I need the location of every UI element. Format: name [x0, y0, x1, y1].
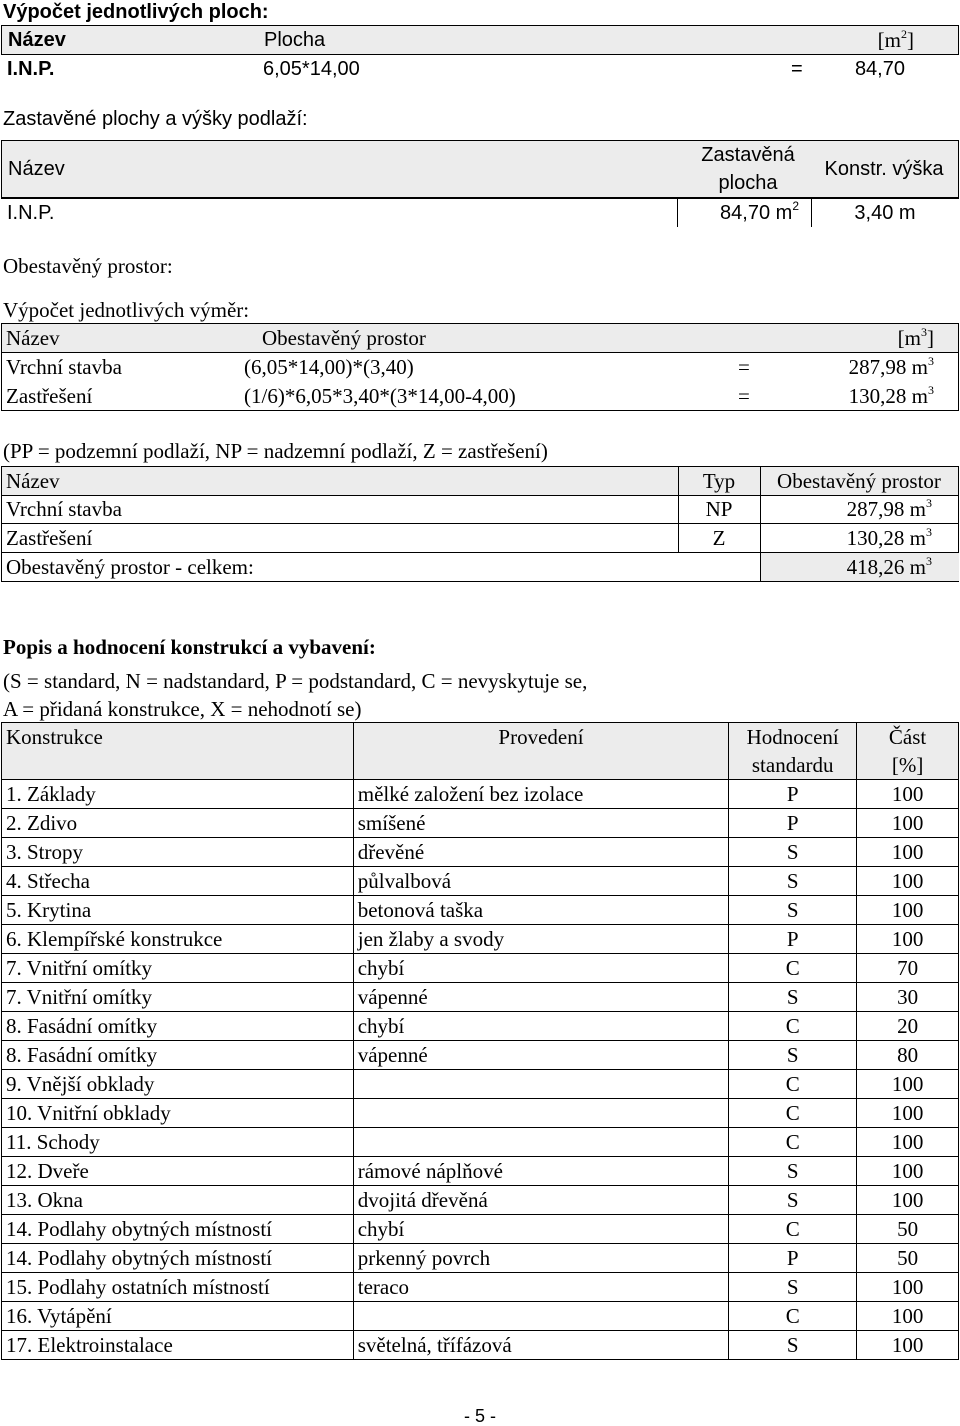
konstrukce-cell: 5. Krytina — [2, 896, 354, 925]
cast-cell: 100 — [857, 1331, 959, 1360]
konstrukce-row — [2, 1070, 959, 1099]
hodnoceni-cell: C — [729, 1128, 857, 1157]
provedeni-cell: teraco — [353, 1273, 729, 1302]
konstrukce-row — [2, 1186, 959, 1215]
konstrukce-row — [2, 809, 959, 838]
hodnoceni-cell: S — [729, 1186, 857, 1215]
konstrukce-row — [2, 838, 959, 867]
hodnoceni-cell: C — [729, 1099, 857, 1128]
vymer-row-eq: = — [738, 384, 750, 408]
provedeni-cell: světelná, třífázová — [353, 1331, 729, 1360]
konstrukce-cell: 2. Zdivo — [2, 809, 354, 838]
konstrukce-cell: 14. Podlahy obytných místností — [2, 1215, 354, 1244]
konstrukce-row — [2, 1012, 959, 1041]
konstrukce-row — [2, 896, 959, 925]
konstrukce-header-hodnoceni: Hodnocení standardu — [729, 723, 857, 780]
souhrn-header-nazev: Název — [6, 469, 60, 493]
souhrn-header-row — [1, 466, 959, 496]
konstrukce-cell: 8. Fasádní omítky — [2, 1041, 354, 1070]
hodnoceni-cell: P — [729, 925, 857, 954]
konstrukce-cell: 7. Vnitřní omítky — [2, 983, 354, 1012]
souhrn-row-value: 130,28 $m^3$ — [846, 525, 932, 550]
konstrukce-row — [2, 1273, 959, 1302]
provedeni-cell: chybí — [353, 1012, 729, 1041]
cast-cell: 70 — [857, 954, 959, 983]
zastavene-row-vyska: 3,40 m — [854, 202, 916, 224]
vymer-row — [2, 382, 958, 410]
konstrukce-row — [2, 1302, 959, 1331]
provedeni-cell: mělké založení bez izolace — [353, 780, 729, 809]
cast-cell: 100 — [857, 925, 959, 954]
konstrukce-legend-1: (S = standard, N = nadstandard, P = podstandard, C = nevyskytuje se, — [3, 669, 588, 693]
konstrukce-header-cast: Část [%] — [857, 723, 959, 780]
souhrn-total-value: 418,26 $m^3$ — [846, 554, 932, 579]
souhrn-row-value: 287,98 $m^3$ — [846, 496, 932, 521]
konstrukce-cell: 4. Střecha — [2, 867, 354, 896]
vymer-row-nazev: Vrchní stavba — [6, 355, 122, 379]
souhrn-row-typ: Z — [712, 526, 726, 550]
zastavene-header-plocha-1: Zastavěná — [701, 144, 795, 166]
zastavene-header-row — [1, 140, 959, 198]
cast-cell: 100 — [857, 1128, 959, 1157]
section-title-zastavene: Zastavěné plochy a výšky podlaží: — [3, 108, 308, 130]
provedeni-cell: smíšené — [353, 809, 729, 838]
vymer-row-vypocet: (1/6)*6,05*3,40*(3*14,00-4,00) — [244, 384, 516, 408]
hodnoceni-cell: P — [729, 1244, 857, 1273]
souhrn-row-typ: NP — [705, 497, 733, 521]
hodnoceni-cell: C — [729, 1215, 857, 1244]
provedeni-cell: vápenné — [353, 1041, 729, 1070]
vymer-row-vypocet: (6,05*14,00)*(3,40) — [244, 355, 414, 379]
hodnoceni-cell: C — [729, 1302, 857, 1331]
page-number: - 5 - — [463, 1406, 496, 1426]
vymer-row-nazev: Zastřešení — [6, 384, 93, 408]
cast-cell: 100 — [857, 1302, 959, 1331]
konstrukce-row — [2, 1099, 959, 1128]
plochy-header-row — [1, 25, 959, 55]
hodnoceni-cell: S — [729, 1273, 857, 1302]
provedeni-cell: chybí — [353, 954, 729, 983]
cast-cell: 80 — [857, 1041, 959, 1070]
section-title-konstrukce: Popis a hodnocení konstrukcí a vybavení: — [3, 635, 376, 659]
provedeni-cell: vápenné — [353, 983, 729, 1012]
provedeni-cell — [353, 1070, 729, 1099]
section-title-obestaveny: Obestavěný prostor: — [3, 254, 173, 278]
souhrn-row-nazev: Zastřešení — [6, 526, 93, 550]
konstrukce-header-row — [2, 723, 959, 780]
zastavene-header-plocha-2: plocha — [718, 172, 778, 194]
souhrn-header-prostor: Obestavěný prostor — [777, 469, 941, 493]
provedeni-cell — [353, 1128, 729, 1157]
konstrukce-header-provedeni: Provedení — [353, 723, 729, 780]
souhrn-header-typ: Typ — [702, 469, 736, 493]
vymer-header-unit: $[m^3]$ — [897, 325, 934, 350]
vymer-table — [1, 323, 959, 411]
souhrn-total-label: Obestavěný prostor - celkem: — [6, 555, 254, 579]
cast-cell: 100 — [857, 1273, 959, 1302]
hodnoceni-cell: C — [729, 954, 857, 983]
konstrukce-row — [2, 780, 959, 809]
plochy-row-eq: = — [791, 58, 803, 80]
hodnoceni-cell: S — [729, 1331, 857, 1360]
konstrukce-cell: 7. Vnitřní omítky — [2, 954, 354, 983]
vymer-header-nazev: Název — [6, 326, 60, 350]
konstrukce-cell: 13. Okna — [2, 1186, 354, 1215]
konstrukce-row — [2, 925, 959, 954]
konstrukce-row — [2, 1244, 959, 1273]
konstrukce-cell: 3. Stropy — [2, 838, 354, 867]
souhrn-body — [1, 495, 959, 553]
hodnoceni-cell: S — [729, 1157, 857, 1186]
konstrukce-cell: 8. Fasádní omítky — [2, 1012, 354, 1041]
konstrukce-cell: 15. Podlahy ostatních místností — [2, 1273, 354, 1302]
cast-cell: 100 — [857, 780, 959, 809]
konstrukce-cell: 10. Vnitřní obklady — [2, 1099, 354, 1128]
cast-cell: 50 — [857, 1215, 959, 1244]
hodnoceni-cell: C — [729, 1012, 857, 1041]
hodnoceni-cell: S — [729, 1041, 857, 1070]
zastavene-row — [1, 198, 959, 227]
plochy-row-nazev: I.N.P. — [7, 58, 55, 80]
provedeni-cell: dvojitá dřevěná — [353, 1186, 729, 1215]
hodnoceni-cell: C — [729, 1070, 857, 1099]
vymer-row — [2, 353, 958, 382]
hodnoceni-cell: S — [729, 983, 857, 1012]
konstrukce-cell: 14. Podlahy obytných místností — [2, 1244, 354, 1273]
cast-cell: 100 — [857, 1099, 959, 1128]
vymer-row-value: 130,28 $m^3$ — [848, 383, 934, 408]
konstrukce-row — [2, 954, 959, 983]
hodnoceni-cell: P — [729, 780, 857, 809]
section-title-plochy: Výpočet jednotlivých ploch: — [3, 1, 269, 23]
souhrn-row-nazev: Vrchní stavba — [6, 497, 122, 521]
hodnoceni-cell: S — [729, 896, 857, 925]
konstrukce-row — [2, 983, 959, 1012]
cast-cell: 100 — [857, 809, 959, 838]
provedeni-cell: rámové náplňové — [353, 1157, 729, 1186]
plochy-header-plocha: Plocha — [264, 29, 326, 51]
konstrukce-row — [2, 1128, 959, 1157]
vymer-header-row — [2, 324, 958, 353]
provedeni-cell: prkenný povrch — [353, 1244, 729, 1273]
plochy-header-unit: $[m^2]$ — [877, 27, 914, 52]
hodnoceni-cell: P — [729, 809, 857, 838]
provedeni-cell: chybí — [353, 1215, 729, 1244]
souhrn-total-row — [1, 552, 959, 582]
zastavene-header-vyska: Konstr. výška — [824, 158, 944, 180]
cast-cell: 30 — [857, 983, 959, 1012]
konstrukce-cell: 12. Dveře — [2, 1157, 354, 1186]
vymer-row-eq: = — [738, 355, 750, 379]
plochy-row-vypocet: 6,05*14,00 — [263, 58, 360, 80]
cast-cell: 100 — [857, 1186, 959, 1215]
plochy-row-value: 84,70 — [854, 58, 905, 80]
plochy-header-nazev: Název — [8, 29, 66, 51]
konstrukce-cell: 16. Vytápění — [2, 1302, 354, 1331]
cast-cell: 50 — [857, 1244, 959, 1273]
cast-cell: 20 — [857, 1012, 959, 1041]
konstrukce-header-konstrukce: Konstrukce — [2, 723, 354, 780]
konstrukce-cell: 17. Elektroinstalace — [2, 1331, 354, 1360]
konstrukce-row — [2, 867, 959, 896]
provedeni-cell: půlvalbová — [353, 867, 729, 896]
konstrukce-table — [1, 722, 959, 1360]
zastavene-row-nazev: I.N.P. — [7, 202, 55, 224]
cast-cell: 100 — [857, 1157, 959, 1186]
konstrukce-cell: 9. Vnější obklady — [2, 1070, 354, 1099]
cast-cell: 100 — [857, 867, 959, 896]
section-subtitle-vymer: Výpočet jednotlivých výměr: — [3, 298, 250, 322]
konstrukce-cell: 1. Základy — [2, 780, 354, 809]
cast-cell: 100 — [857, 896, 959, 925]
provedeni-cell: dřevěné — [353, 838, 729, 867]
provedeni-cell — [353, 1302, 729, 1331]
cast-cell: 100 — [857, 838, 959, 867]
konstrukce-row — [2, 1331, 959, 1360]
konstrukce-row — [2, 1215, 959, 1244]
provedeni-cell: jen žlaby a svody — [353, 925, 729, 954]
zastavene-header-nazev: Název — [8, 158, 65, 180]
konstrukce-cell: 11. Schody — [2, 1128, 354, 1157]
vymer-header-prostor: Obestavěný prostor — [262, 326, 426, 350]
hodnoceni-cell: S — [729, 867, 857, 896]
provedeni-cell: betonová taška — [353, 896, 729, 925]
konstrukce-cell: 6. Klempířské konstrukce — [2, 925, 354, 954]
souhrn-legend: (PP = podzemní podlaží, NP = nadzemní podlaží, Z = zastřešení) — [3, 439, 548, 463]
cast-cell: 100 — [857, 1070, 959, 1099]
vymer-row-value: 287,98 $m^3$ — [848, 354, 934, 379]
provedeni-cell — [353, 1099, 729, 1128]
plochy-row — [1, 55, 959, 83]
konstrukce-legend-2: A = přidaná konstrukce, X = nehodnotí se) — [3, 697, 362, 721]
zastavene-row-plocha: 84,70 $m^2$ — [720, 199, 799, 224]
konstrukce-row — [2, 1041, 959, 1070]
konstrukce-row — [2, 1157, 959, 1186]
hodnoceni-cell: S — [729, 838, 857, 867]
